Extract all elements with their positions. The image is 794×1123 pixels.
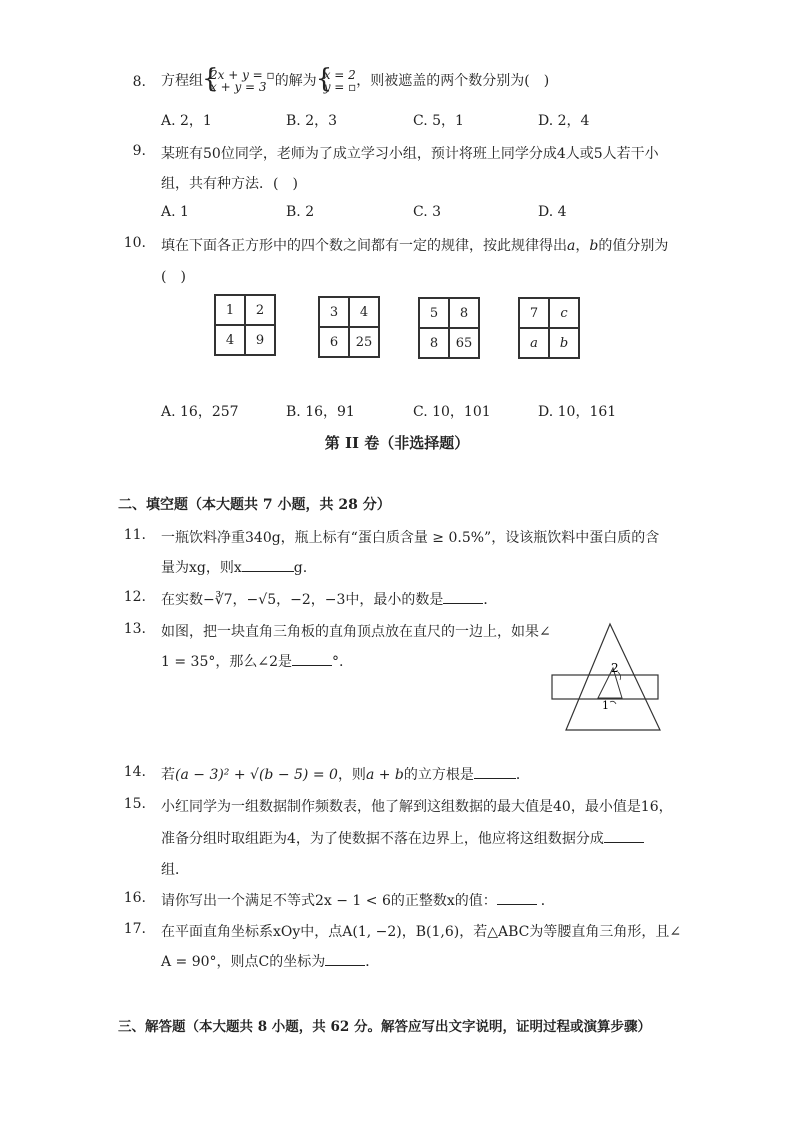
q12-post: 中，最小的数是 [345,592,444,608]
cell: 25 [349,327,379,357]
q14-answer-blank[interactable] [474,765,516,779]
q12-numbers: −∛7，−√5，−2，−3 [203,592,346,608]
q13-line2-pre: 1 = 35°，那么∠2是 [161,654,292,670]
q14-end: ． [515,767,530,783]
q13-answer-blank[interactable] [292,652,332,666]
q13-line1: 如图，把一块直角三角板的直角顶点放在直尺的一边上，如果∠ [161,624,551,640]
cell: 9 [245,325,275,355]
q9-option-d[interactable]: D. 4 [538,204,567,220]
q16-line [161,890,555,910]
q8-option-b[interactable]: B. 2，3 [286,113,338,129]
q9-line2: 组，共有种方法．( ) [161,176,298,192]
q10-sep: ， [575,238,590,254]
q15-line3: 组． [161,862,189,878]
cell: 8 [419,328,449,358]
q10-option-d[interactable]: D. 10，161 [538,404,617,420]
triangle-outer [566,624,660,730]
q9-number: 9. [132,143,146,159]
q10-square-3 [418,297,480,359]
q12-pre: 在实数 [161,592,203,608]
q8-system-1: { 2x + y = ▫ x + y = 3 [202,64,275,94]
label-1: 1 [602,699,609,712]
q8-system-2: { x = 2 y = ▫ [315,64,357,94]
label-2: 2 [611,661,619,675]
q8-sys1-line2: x + y = 3 [210,80,267,94]
q17-line2-pre: A = 90°，则点C的坐标为 [161,954,326,970]
cell: 4 [215,325,245,355]
q13-number: 13. [123,621,146,637]
q12-number: 12. [123,589,146,605]
q10-square-2 [318,296,380,358]
q8-option-d[interactable]: D. 2，4 [538,113,590,129]
cell: 7 [519,298,549,328]
cell: 2 [245,295,275,325]
q14-expression-2: a + b [365,767,404,783]
q8-number: 8. [132,74,146,90]
q9-option-a[interactable]: A. 1 [161,204,189,220]
q8-sys1-line1: 2x + y = ▫ [210,68,275,82]
q10-line1-pre: 填在下面各正方形中的四个数之间都有一定的规律，按此规律得出 [161,238,567,254]
q13-line2-post: °. [332,654,344,670]
q13-figure [548,620,664,734]
q8-tail: ，则被遮盖的两个数分别为( ) [356,73,550,89]
cell: 6 [319,327,349,357]
q12-line [161,589,497,609]
q8-mid: 的解为 [274,73,317,89]
q11-line2-post: g. [293,560,308,576]
q14-number: 14. [123,764,146,780]
q9-line1: 某班有50位同学，老师为了成立学习小组，预计将班上同学分成4人或5人若干小 [161,146,659,162]
q11-answer-blank[interactable] [242,558,294,572]
q17-line2 [161,951,379,971]
q8-sys2-line1: x = 2 [323,68,356,82]
section3-title: 三、解答题（本大题共 8 小题，共 62 分。解答应写出文字说明，证明过程或演算步骤） [118,1019,651,1035]
q10-option-a[interactable]: A. 16，257 [161,404,239,420]
q14-expression: (a − 3)² + √(b − 5) = 0 [175,767,338,783]
cell: 8 [449,298,479,328]
q16-end: ． [540,893,555,909]
q16-pre: 请你写出一个满足不等式2x − 1 < 6的正整数x的值： [161,893,497,909]
q10-var-a: a [567,238,576,254]
q10-var-b: b [589,238,599,254]
cell: 5 [419,298,449,328]
q10-line1-post: 的值分别为 [598,238,669,254]
q16-answer-blank[interactable] [497,891,537,905]
cell: c [549,298,579,328]
q15-line2 [161,828,644,848]
q8-option-a[interactable]: A. 2，1 [161,113,212,129]
cell: 4 [349,297,379,327]
q15-answer-blank[interactable] [604,829,644,843]
q9-option-b[interactable]: B. 2 [286,204,315,220]
q17-answer-blank[interactable] [325,952,365,966]
q14-mid: ，则 [337,767,366,783]
q8-sys2-line2: y = ▫ [323,80,357,94]
q16-number: 16. [123,890,146,906]
q10-square-4 [518,297,580,359]
cell: b [549,328,579,358]
cell: 3 [319,297,349,327]
q17-line2-post: ． [365,954,380,970]
q8-stem [161,66,549,96]
q11-line1: 一瓶饮料净重340g，瓶上标有“蛋白质含量 ≥ 0.5%”，设该瓶饮料中蛋白质的含 [161,530,660,546]
section2-title: 二、填空题（本大题共 7 小题，共 28 分） [118,497,391,513]
q10-square-1 [214,294,276,356]
q10-line1 [161,235,668,255]
q12-answer-blank[interactable] [443,590,483,604]
cell: a [519,328,549,358]
q8-option-c[interactable]: C. 5，1 [413,113,464,129]
q11-line2 [161,557,307,577]
q13-line2 [161,651,343,671]
ruler [552,675,658,699]
q14-line [161,764,530,784]
q17-line1: 在平面直角坐标系xOy中，点A(1, −2)，B(1,6)，若△ABC为等腰直角三角形，且∠ [161,924,682,940]
cell: 65 [449,328,479,358]
q11-line2-pre: 量为xg，则x [161,560,242,576]
q10-line2: ( ) [161,269,186,285]
q14-post: 的立方根是 [403,767,474,783]
q10-option-c[interactable]: C. 10，101 [413,404,491,420]
q10-number: 10. [123,235,146,251]
q12-end: ． [483,592,498,608]
q9-option-c[interactable]: C. 3 [413,204,442,220]
q15-number: 15. [123,796,146,812]
q14-pre: 若 [161,767,175,783]
q17-number: 17. [123,921,146,937]
q8-pre: 方程组 [161,73,203,89]
angle-mark-1 [610,701,616,704]
part2-title: 第 II 卷（非选择题） [324,434,470,452]
q15-line1: 小红同学为一组数据制作频数表，他了解到这组数据的最大值是40，最小值是16， [161,799,673,815]
q11-number: 11. [123,527,146,543]
q10-option-b[interactable]: B. 16，91 [286,404,355,420]
q15-line2-text: 准备分组时取组距为4，为了使数据不落在边界上，他应将这组数据分成 [161,831,604,847]
cell: 1 [215,295,245,325]
